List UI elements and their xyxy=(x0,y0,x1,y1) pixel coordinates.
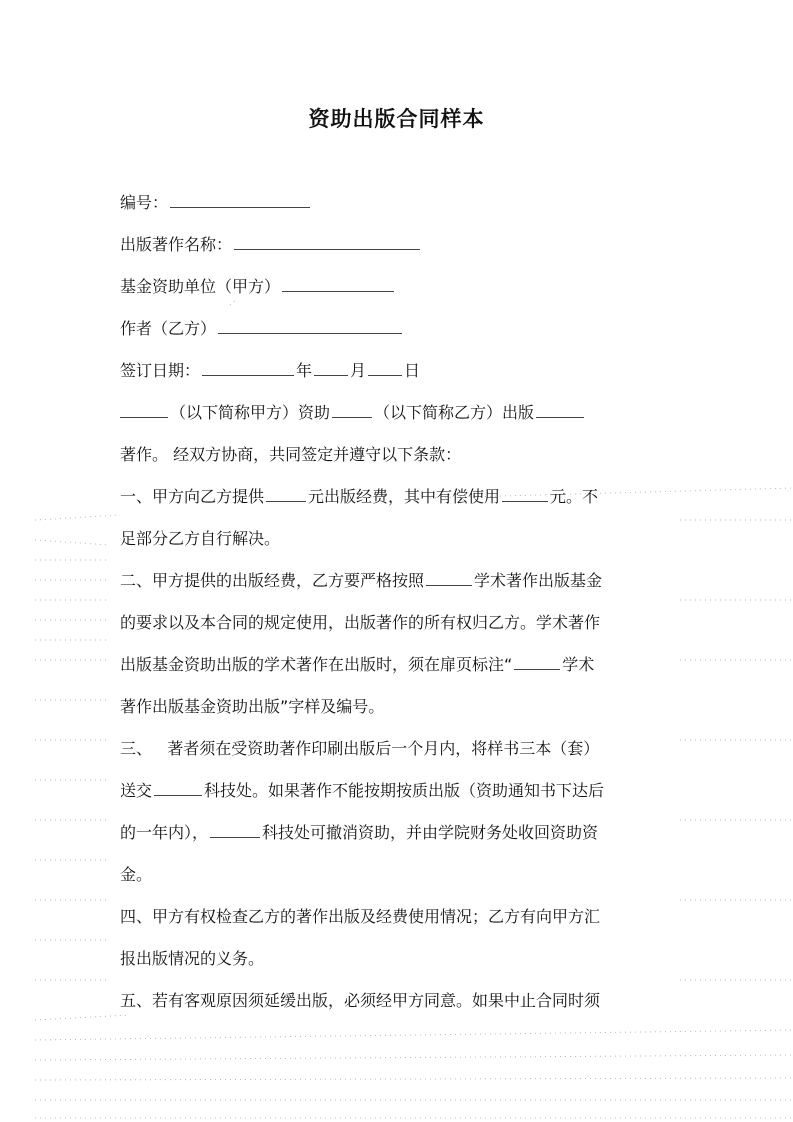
intro-part-3: 著作。 经双方协商，共同签定并遵守以下条款： xyxy=(120,445,462,464)
paid-use-amount-blank xyxy=(502,487,548,502)
month-label: 月 xyxy=(350,361,367,380)
clause2-f: 著作出版基金资助出版”字样及编号。 xyxy=(120,697,385,716)
clause1-line-1 xyxy=(120,476,676,518)
number-label: 编号： xyxy=(120,193,169,212)
work-name-blank xyxy=(234,235,420,250)
clause3-d: 的一年内）， xyxy=(120,823,209,842)
intro-part-1: （以下简称甲方）资助 xyxy=(170,403,331,422)
intro-line-1 xyxy=(120,392,676,434)
clause5-a: 五、若有客观原因须延缓出版，必须经甲方同意。如果中止合同时须 xyxy=(120,991,601,1010)
clause5-line-1 xyxy=(120,980,676,1022)
clause3-line-2 xyxy=(120,770,676,812)
clause3-e: 科技处可撤消资助，并由学院财务处收回资助资 xyxy=(262,823,599,842)
clause3-c: 科技处。如果著作不能按期按质出版（资助通知书下达后 xyxy=(204,781,605,800)
clause1-d: 足部分乙方自行解决。 xyxy=(120,529,281,548)
fund-unit-blank xyxy=(282,277,394,292)
clause3-f: 金。 xyxy=(120,865,153,884)
funding-amount-blank xyxy=(266,487,306,502)
day-label: 日 xyxy=(404,361,421,380)
work-name-label: 出版著作名称： xyxy=(120,235,233,254)
clause2-a: 二、甲方提供的出版经费，乙方要严格按照 xyxy=(120,571,425,590)
clause4-a: 四、甲方有权检查乙方的著作出版及经费使用情况；乙方有向甲方汇 xyxy=(120,907,601,926)
clause2-e: 学术 xyxy=(562,655,595,674)
clause1-line-2 xyxy=(120,518,676,560)
day-blank xyxy=(368,361,402,376)
tech-office-blank-2 xyxy=(210,823,260,838)
clause2-line-2 xyxy=(120,602,676,644)
party-a-blank xyxy=(120,403,168,418)
clause1-c: 元。不 xyxy=(550,487,599,506)
clause1-b: 元出版经费，其中有偿使用 xyxy=(308,487,501,506)
year-label: 年 xyxy=(296,361,313,380)
intro-part-2: （以下简称乙方）出版 xyxy=(374,403,535,422)
author-blank xyxy=(218,319,402,334)
clause3-b: 送交 xyxy=(120,781,153,800)
party-b-blank xyxy=(332,403,372,418)
author-line xyxy=(120,308,676,350)
intro-line-2 xyxy=(120,434,676,476)
work-blank xyxy=(536,403,584,418)
clause2-d: 出版基金资助出版的学术著作在出版时，须在扉页标注“ xyxy=(120,655,513,674)
tech-office-blank-1 xyxy=(154,781,202,796)
number-line xyxy=(120,182,676,224)
clause2-c: 的要求以及本合同的规定使用，出版著作的所有权归乙方。学术著作 xyxy=(120,613,601,632)
clause4-line-2 xyxy=(120,938,676,980)
number-blank xyxy=(170,193,310,208)
clause2-b: 学术著作出版基金 xyxy=(474,571,603,590)
clause1-a: 一、甲方向乙方提供 xyxy=(120,487,265,506)
year-blank xyxy=(202,361,294,376)
clause2-line-4 xyxy=(120,686,676,728)
clause4-line-1 xyxy=(120,896,676,938)
fund-name-blank xyxy=(426,571,472,586)
clause4-b: 报出版情况的义务。 xyxy=(120,949,265,968)
clause3-line-4 xyxy=(120,854,676,896)
author-label: 作者（乙方） xyxy=(120,319,217,338)
month-blank xyxy=(314,361,348,376)
fund-unit-label: 基金资助单位（甲方） xyxy=(120,277,281,296)
document-body xyxy=(120,182,676,1022)
clause3-a: 三、 著者须在受资助著作印刷出版后一个月内，将样书三本（套） xyxy=(120,739,600,758)
sign-date-line xyxy=(120,350,676,392)
work-name-line xyxy=(120,224,676,266)
document-title: 资助出版合同样本 xyxy=(308,107,485,131)
clause2-line-1 xyxy=(120,560,676,602)
fund-unit-line xyxy=(120,266,676,308)
clause3-line-1 xyxy=(120,728,676,770)
sign-date-label: 签订日期： xyxy=(120,361,201,380)
clause2-line-3 xyxy=(120,644,676,686)
clause3-line-3 xyxy=(120,812,676,854)
title-page-fund-blank xyxy=(514,655,560,670)
